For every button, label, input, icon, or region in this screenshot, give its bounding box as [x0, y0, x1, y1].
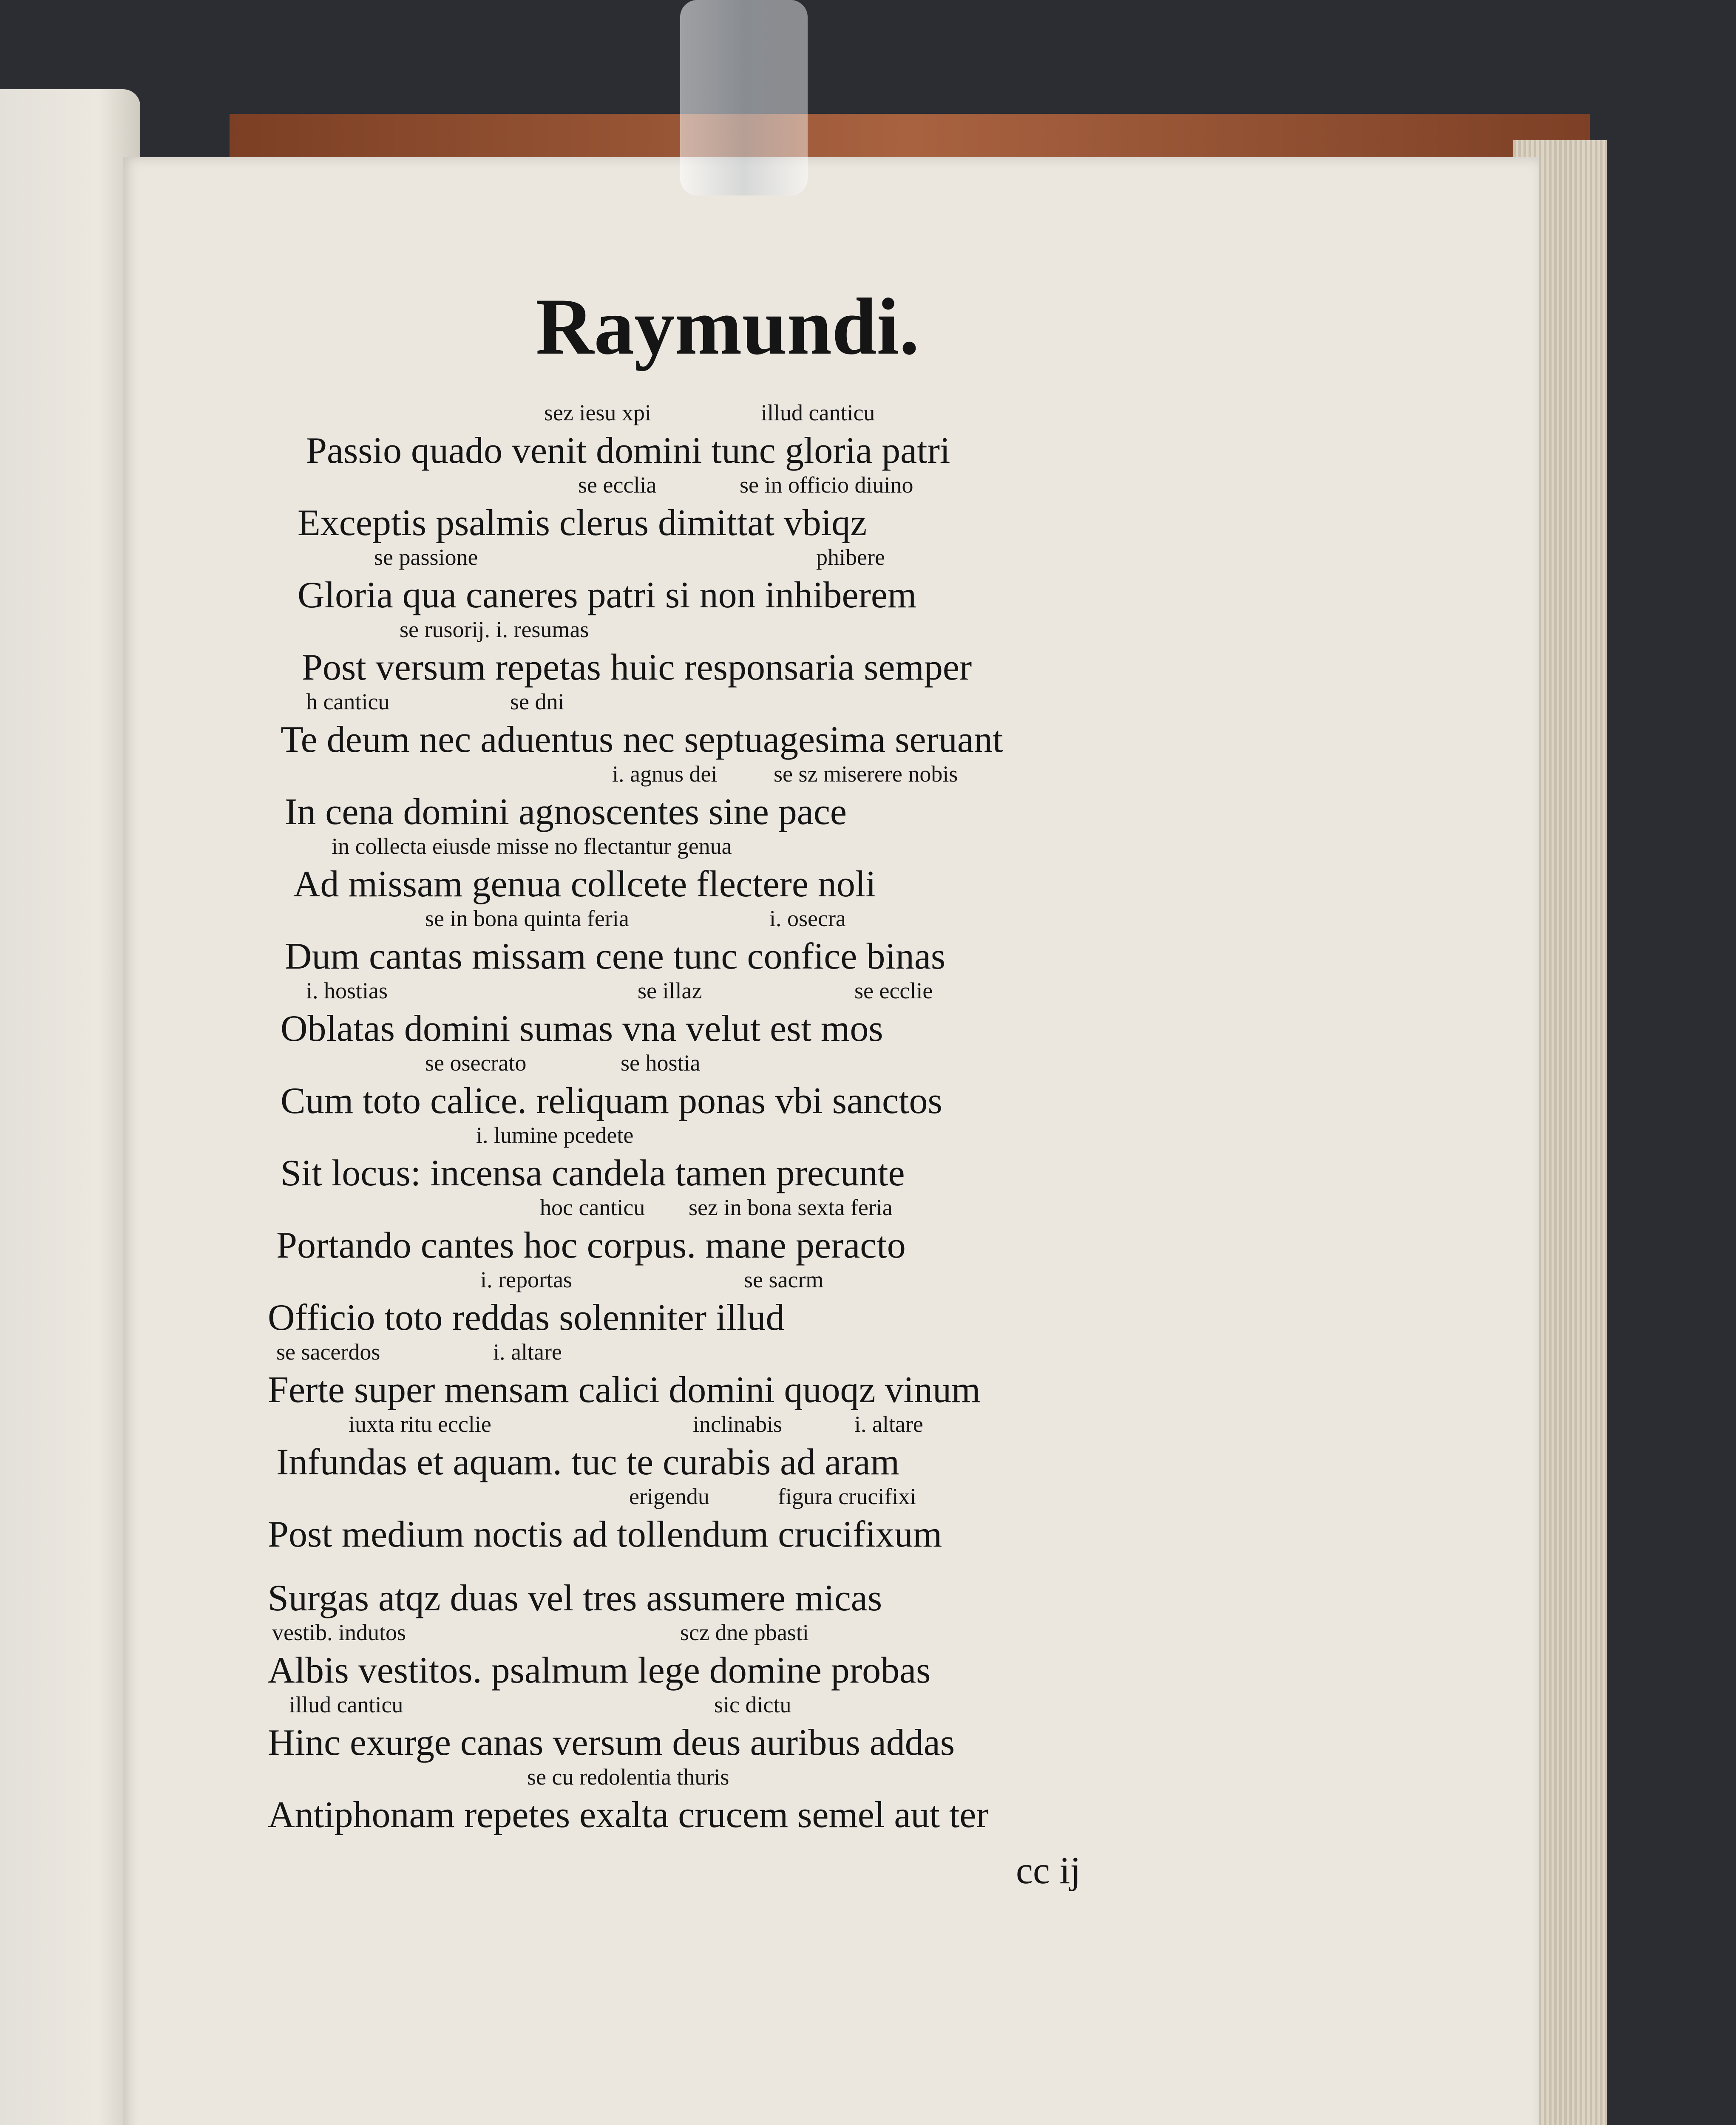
interlinear-gloss: illud canticu	[761, 400, 875, 425]
interlinear-gloss: h canticu	[306, 689, 390, 714]
interlinear-gloss: se dni	[510, 689, 564, 714]
verse-line: Portando cantes hoc corpus. mane peracto	[276, 1225, 906, 1266]
verse-line: Ad missam genua collcete flectere noli	[293, 864, 876, 905]
interlinear-gloss: i. reportas	[480, 1267, 572, 1292]
book-clip-top	[680, 0, 808, 196]
interlinear-gloss: i. hostias	[306, 978, 388, 1003]
verse-line: Te deum nec aduentus nec septuagesima seruant	[281, 719, 1003, 760]
verse-line: Hinc exurge canas versum deus auribus addas	[268, 1722, 955, 1763]
interlinear-gloss: in collecta eiusde misse no flectantur genua	[332, 833, 732, 859]
interlinear-gloss: se hostia	[621, 1050, 701, 1076]
interlinear-gloss: scz dne pbasti	[680, 1620, 809, 1645]
interlinear-gloss: se sz miserere nobis	[774, 761, 958, 787]
interlinear-gloss: illud canticu	[289, 1692, 403, 1717]
verse-line: In cena domini agnoscentes sine pace	[285, 791, 847, 833]
interlinear-gloss: se ecclia	[578, 472, 657, 498]
facing-page-left	[0, 89, 140, 2125]
interlinear-gloss: vestib. indutos	[272, 1620, 406, 1645]
interlinear-gloss: iuxta ritu ecclie	[349, 1411, 491, 1437]
verse-line: Oblatas domini sumas vna velut est mos	[281, 1008, 883, 1049]
verse-line: Antiphonam repetes exalta crucem semel aut ter	[268, 1794, 989, 1836]
interlinear-gloss: se sacerdos	[276, 1339, 380, 1365]
interlinear-gloss: se passione	[374, 544, 478, 570]
verse-line: Ferte super mensam calici domini quoqz vinum	[268, 1369, 981, 1411]
verse-line: Sit locus: incensa candela tamen precunte	[281, 1153, 905, 1194]
interlinear-gloss: erigendu	[629, 1484, 709, 1509]
interlinear-gloss: se sacrm	[744, 1267, 824, 1292]
interlinear-gloss: i. altare	[854, 1411, 923, 1437]
verse-line: Dum cantas missam cene tunc confice binas	[285, 936, 946, 977]
interlinear-gloss: se rusorij. i. resumas	[400, 617, 589, 642]
verse-line: Surgas atqz duas vel tres assumere micas	[268, 1578, 882, 1619]
interlinear-gloss: se in officio diuino	[740, 472, 913, 498]
interlinear-gloss: se osecrato	[425, 1050, 527, 1076]
running-head: Raymundi.	[536, 282, 919, 371]
folio-number: cc ij	[1016, 1850, 1081, 1892]
interlinear-gloss: sez iesu xpi	[544, 400, 651, 425]
interlinear-gloss: phibere	[816, 544, 885, 570]
interlinear-gloss: sic dictu	[714, 1692, 791, 1717]
interlinear-gloss: inclinabis	[693, 1411, 782, 1437]
verse-line: Infundas et aquam. tuc te curabis ad aram	[276, 1442, 900, 1483]
interlinear-gloss: se cu redolentia thuris	[527, 1764, 729, 1790]
interlinear-gloss: se illaz	[638, 978, 702, 1003]
verse-line: Gloria qua caneres patri si non inhiberem	[298, 575, 917, 616]
interlinear-gloss: se ecclie	[854, 978, 933, 1003]
interlinear-gloss: i. lumine pcedete	[476, 1122, 634, 1148]
interlinear-gloss: se in bona quinta feria	[425, 906, 629, 931]
verse-line: Post versum repetas huic responsaria semper	[302, 647, 972, 688]
verse-line: Cum toto calice. reliquam ponas vbi sanctos	[281, 1080, 942, 1122]
interlinear-gloss: sez in bona sexta feria	[689, 1195, 893, 1220]
interlinear-gloss: i. agnus dei	[612, 761, 718, 787]
verse-line: Passio quado venit domini tunc gloria patri	[306, 430, 950, 471]
interlinear-gloss: hoc canticu	[540, 1195, 645, 1220]
verse-line: Officio toto reddas solenniter illud	[268, 1297, 785, 1338]
interlinear-gloss: i. altare	[493, 1339, 562, 1365]
verse-line: Post medium noctis ad tollendum crucifixum	[268, 1514, 942, 1555]
verse-line: Exceptis psalmis clerus dimittat vbiqz	[298, 502, 867, 544]
verse-line: Albis vestitos. psalmum lege domine probas	[268, 1650, 931, 1691]
interlinear-gloss: figura crucifixi	[778, 1484, 916, 1509]
interlinear-gloss: i. osecra	[769, 906, 846, 931]
